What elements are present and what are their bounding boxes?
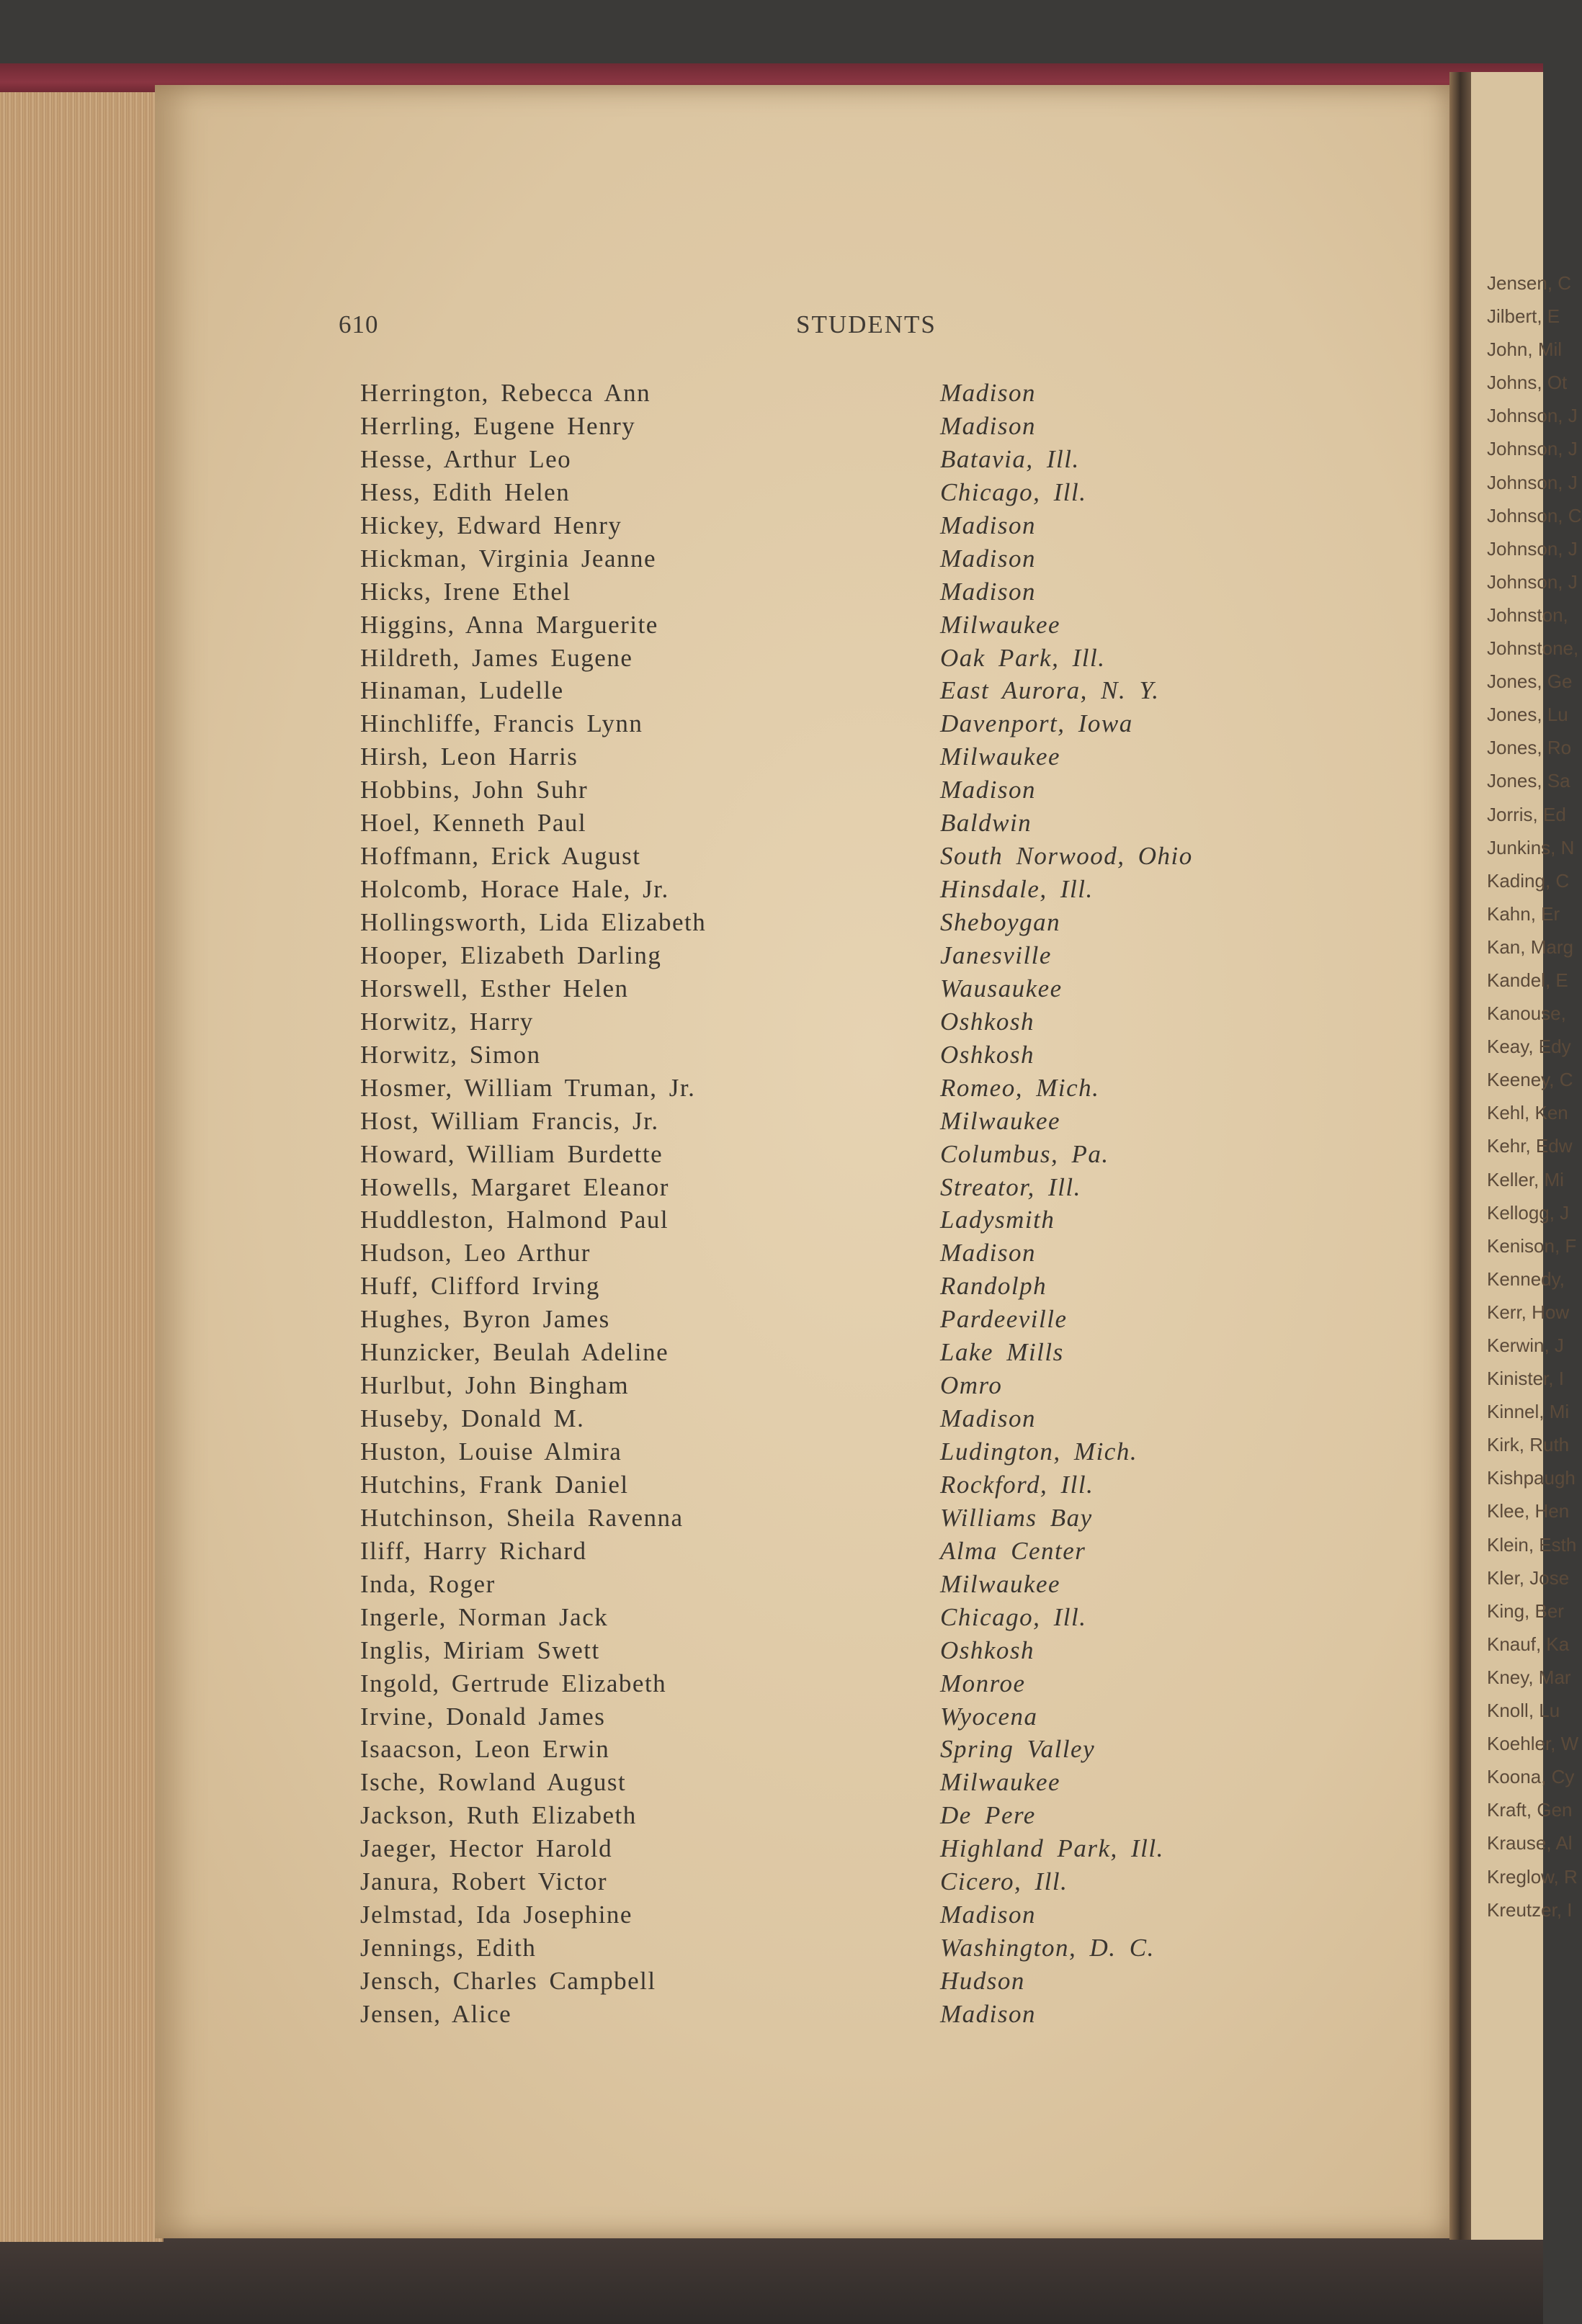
student-hometown: Madison — [940, 411, 1036, 440]
student-name: Ische, Rowland August — [360, 1768, 627, 1797]
student-name: Hobbins, John Suhr — [360, 776, 589, 804]
student-entry — [155, 1038, 1459, 1072]
student-hometown: Madison — [940, 1901, 1036, 1929]
student-hometown: Madison — [940, 1404, 1036, 1433]
student-entry — [155, 1468, 1459, 1502]
student-hometown: Alma Center — [940, 1536, 1086, 1565]
adjacent-page-entry: Kreutzer, I — [1487, 1898, 1573, 1921]
student-entry — [155, 1171, 1459, 1204]
adjacent-page-entry: John, Mil — [1487, 338, 1563, 361]
student-name: Holcomb, Horace Hale, Jr. — [360, 875, 669, 904]
student-hometown: Milwaukee — [940, 1569, 1061, 1598]
adjacent-page-entry: Johnson, J — [1487, 570, 1578, 593]
student-entry — [155, 972, 1459, 1005]
student-hometown: Davenport, Iowa — [940, 709, 1133, 738]
adjacent-page-entry: Johnson, J — [1487, 438, 1578, 460]
student-entry — [155, 1667, 1459, 1700]
student-hometown: Omro — [940, 1371, 1003, 1400]
student-hometown: Monroe — [940, 1669, 1026, 1697]
student-entry — [155, 609, 1459, 642]
page-number: 610 — [339, 310, 379, 338]
student-entry — [155, 476, 1459, 509]
student-name: Horswell, Esther Helen — [360, 974, 629, 1002]
student-name: Hosmer, William Truman, Jr. — [360, 1073, 696, 1102]
student-entry — [155, 509, 1459, 542]
adjacent-page-entry: Knoll, Lu — [1487, 1700, 1560, 1722]
student-hometown: Washington, D. C. — [940, 1934, 1155, 1962]
student-entry — [155, 1203, 1459, 1237]
student-name: Jensen, Alice — [360, 1999, 512, 2028]
student-name: Hutchins, Frank Daniel — [360, 1470, 629, 1499]
student-name: Hutchinson, Sheila Ravenna — [360, 1503, 684, 1532]
student-hometown: South Norwood, Ohio — [940, 842, 1193, 871]
adjacent-page-list — [1487, 266, 1582, 1926]
student-hometown: Chicago, Ill. — [940, 477, 1087, 506]
student-entry — [155, 542, 1459, 575]
student-hometown: Chicago, Ill. — [940, 1602, 1087, 1631]
student-name: Jaeger, Hector Harold — [360, 1834, 613, 1863]
student-hometown: Milwaukee — [940, 1106, 1061, 1135]
student-hometown: Streator, Ill. — [940, 1172, 1081, 1201]
student-name: Irvine, Donald James — [360, 1702, 606, 1731]
student-list — [155, 377, 1459, 2031]
student-entry — [155, 674, 1459, 707]
student-entry — [155, 1932, 1459, 1965]
student-hometown: Wausaukee — [940, 974, 1063, 1002]
adjacent-page-entry: Kennedy, — [1487, 1268, 1565, 1290]
student-hometown: Madison — [940, 1999, 1036, 2028]
student-hometown: Ludington, Mich. — [940, 1437, 1138, 1466]
student-hometown: Spring Valley — [940, 1735, 1096, 1764]
student-hometown: Romeo, Mich. — [940, 1073, 1100, 1102]
student-entry — [155, 1568, 1459, 1601]
student-entry — [155, 1832, 1459, 1865]
student-name: Hurlbut, John Bingham — [360, 1371, 630, 1400]
student-hometown: De Pere — [940, 1801, 1036, 1830]
student-name: Ingerle, Norman Jack — [360, 1602, 609, 1631]
student-name: Higgins, Anna Marguerite — [360, 610, 658, 639]
student-entry — [155, 1237, 1459, 1270]
student-name: Huseby, Donald M. — [360, 1404, 585, 1433]
student-hometown: Madison — [940, 776, 1036, 804]
student-hometown: Rockford, Ill. — [940, 1470, 1094, 1499]
adjacent-page-entry: Jones, Ge — [1487, 670, 1573, 693]
student-name: Inglis, Miriam Swett — [360, 1636, 600, 1664]
student-entry — [155, 873, 1459, 906]
student-entry — [155, 1402, 1459, 1435]
adjacent-page-entry: Kinnel, Mi — [1487, 1401, 1570, 1423]
student-hometown: Highland Park, Ill. — [940, 1834, 1164, 1863]
student-name: Hildreth, James Eugene — [360, 643, 633, 672]
student-entry — [155, 575, 1459, 609]
adjacent-page-entry: Jones, Lu — [1487, 704, 1568, 726]
student-name: Horwitz, Harry — [360, 1007, 534, 1036]
student-name: Hesse, Arthur Leo — [360, 444, 572, 473]
adjacent-page-entry: Kan, Marg — [1487, 936, 1573, 958]
student-entry — [155, 1369, 1459, 1402]
student-hometown: Madison — [940, 544, 1036, 573]
student-name: Isaacson, Leon Erwin — [360, 1735, 610, 1764]
student-name: Iliff, Harry Richard — [360, 1536, 587, 1565]
adjacent-page-entry: Kellogg, J — [1487, 1201, 1570, 1224]
adjacent-page-entry: Krause, Al — [1487, 1832, 1573, 1854]
student-entry — [155, 1435, 1459, 1468]
student-name: Jackson, Ruth Elizabeth — [360, 1801, 637, 1830]
adjacent-page-entry: Kreglow, R — [1487, 1865, 1578, 1888]
student-hometown: Williams Bay — [940, 1503, 1093, 1532]
student-entry — [155, 1998, 1459, 2031]
student-entry — [155, 1634, 1459, 1667]
adjacent-page-entry: Kehr, Edw — [1487, 1135, 1573, 1157]
student-name: Horwitz, Simon — [360, 1040, 541, 1069]
student-entry — [155, 1072, 1459, 1105]
student-hometown: Madison — [940, 379, 1036, 407]
student-entry — [155, 410, 1459, 443]
student-name: Hickman, Virginia Jeanne — [360, 544, 657, 573]
student-entry — [155, 773, 1459, 807]
student-hometown: Madison — [940, 1239, 1036, 1268]
student-hometown: Wyocena — [940, 1702, 1038, 1731]
student-entry — [155, 939, 1459, 972]
student-entry — [155, 1005, 1459, 1038]
adjacent-page-entry: Jilbert, E — [1487, 305, 1560, 328]
student-name: Hollingsworth, Lida Elizabeth — [360, 908, 707, 936]
adjacent-page-entry: Kanouse, — [1487, 1002, 1566, 1025]
student-name: Hess, Edith Helen — [360, 477, 571, 506]
student-name: Ingold, Gertrude Elizabeth — [360, 1669, 667, 1697]
adjacent-page-entry: Kandel, E — [1487, 969, 1568, 991]
student-hometown: Randolph — [940, 1272, 1047, 1301]
adjacent-page-entry: Jones, Sa — [1487, 770, 1570, 792]
adjacent-page-entry: Junkins, N — [1487, 836, 1575, 858]
student-hometown: Oshkosh — [940, 1007, 1035, 1036]
student-name: Hinaman, Ludelle — [360, 676, 564, 705]
student-entry — [155, 1965, 1459, 1998]
adjacent-page-entry: Kehl, Ken — [1487, 1102, 1568, 1124]
student-entry — [155, 1535, 1459, 1568]
student-name: Hickey, Edward Henry — [360, 511, 622, 539]
student-entry — [155, 1270, 1459, 1303]
student-entry — [155, 1898, 1459, 1932]
student-name: Hirsh, Leon Harris — [360, 742, 578, 771]
student-name: Jelmstad, Ida Josephine — [360, 1901, 633, 1929]
student-hometown: Sheboygan — [940, 908, 1061, 936]
student-hometown: Ladysmith — [940, 1206, 1055, 1234]
adjacent-page-entry: Kenison, F — [1487, 1234, 1577, 1257]
student-entry — [155, 1502, 1459, 1535]
adjacent-page-entry: Kerr, How — [1487, 1301, 1570, 1323]
page-header — [155, 310, 1459, 354]
student-name: Hoffmann, Erick August — [360, 842, 641, 871]
student-name: Hoel, Kenneth Paul — [360, 809, 587, 838]
adjacent-page-entry: Kler, Jose — [1487, 1566, 1570, 1589]
adjacent-page-entry: Kney, Mar — [1487, 1666, 1571, 1688]
adjacent-page-entry: Johnson, J — [1487, 471, 1578, 493]
adjacent-page-entry: Koona, Cy — [1487, 1766, 1575, 1788]
student-entry — [155, 1766, 1459, 1799]
student-entry — [155, 1865, 1459, 1898]
student-hometown: Milwaukee — [940, 742, 1061, 771]
adjacent-page-entry: Kishpaugh — [1487, 1467, 1576, 1489]
student-name: Jennings, Edith — [360, 1934, 537, 1962]
student-hometown: Baldwin — [940, 809, 1032, 838]
adjacent-page-entry: Johnson, J — [1487, 537, 1578, 560]
student-entry — [155, 443, 1459, 476]
student-entry — [155, 707, 1459, 740]
student-entry — [155, 1700, 1459, 1733]
student-name: Huff, Clifford Irving — [360, 1272, 600, 1301]
student-hometown: Hudson — [940, 1967, 1025, 1995]
student-entry — [155, 1105, 1459, 1138]
student-hometown: Madison — [940, 577, 1036, 606]
student-entry — [155, 906, 1459, 939]
student-name: Herrington, Rebecca Ann — [360, 379, 651, 407]
student-entry — [155, 642, 1459, 675]
student-entry — [155, 1601, 1459, 1634]
student-hometown: Milwaukee — [940, 610, 1061, 639]
student-name: Howells, Margaret Eleanor — [360, 1172, 669, 1201]
student-name: Huston, Louise Almira — [360, 1437, 622, 1466]
student-entry — [155, 807, 1459, 840]
adjacent-page-entry: Keeney, C — [1487, 1069, 1573, 1091]
student-hometown: Pardeeville — [940, 1305, 1068, 1334]
student-name: Hudson, Leo Arthur — [360, 1239, 591, 1268]
student-hometown: East Aurora, N. Y. — [940, 676, 1160, 705]
student-hometown: Hinsdale, Ill. — [940, 875, 1094, 904]
student-hometown: Oshkosh — [940, 1040, 1035, 1069]
student-hometown: Madison — [940, 511, 1036, 539]
adjacent-page-entry: Klein, Esth — [1487, 1533, 1577, 1556]
book-gutter — [1449, 72, 1471, 2240]
student-hometown: Janesville — [940, 941, 1052, 969]
student-hometown: Columbus, Pa. — [940, 1139, 1109, 1168]
student-entry — [155, 1336, 1459, 1369]
adjacent-page-entry: Keller, Mi — [1487, 1168, 1564, 1190]
student-name: Hicks, Irene Ethel — [360, 577, 571, 606]
adjacent-page-entry: Kraft, Gen — [1487, 1799, 1573, 1821]
student-hometown: Lake Mills — [940, 1338, 1064, 1367]
adjacent-page-entry: Jensen, C — [1487, 272, 1572, 294]
adjacent-page-entry: Johnson, J — [1487, 405, 1578, 427]
student-entry — [155, 840, 1459, 873]
student-entry — [155, 377, 1459, 410]
student-name: Inda, Roger — [360, 1569, 496, 1598]
adjacent-page — [1471, 72, 1582, 2240]
running-head: STUDENTS — [796, 310, 937, 338]
student-hometown: Milwaukee — [940, 1768, 1061, 1797]
student-name: Huddleston, Halmond Paul — [360, 1206, 669, 1234]
adjacent-page-entry: Johns, Ot — [1487, 372, 1568, 394]
student-hometown: Oshkosh — [940, 1636, 1035, 1664]
adjacent-page-entry: Knauf, Ka — [1487, 1633, 1570, 1655]
adjacent-page-entry: Kerwin, J — [1487, 1334, 1564, 1356]
student-name: Host, William Francis, Jr. — [360, 1106, 659, 1135]
student-name: Howard, William Burdette — [360, 1139, 663, 1168]
adjacent-page-entry: Kahn, Er — [1487, 902, 1560, 925]
student-name: Hinchliffe, Francis Lynn — [360, 709, 643, 738]
adjacent-page-entry: Kinister, I — [1487, 1368, 1564, 1390]
adjacent-page-entry: Klee, Hen — [1487, 1500, 1570, 1522]
student-entry — [155, 1799, 1459, 1832]
adjacent-page-entry: Johnston, — [1487, 604, 1568, 626]
adjacent-page-entry: Kirk, Ruth — [1487, 1434, 1570, 1456]
student-name: Hughes, Byron James — [360, 1305, 610, 1334]
student-name: Hooper, Elizabeth Darling — [360, 941, 662, 969]
student-entry — [155, 1303, 1459, 1336]
adjacent-page-entry: King, Ber — [1487, 1600, 1564, 1622]
student-name: Janura, Robert Victor — [360, 1867, 608, 1896]
page-edges — [0, 92, 164, 2242]
student-name: Herrling, Eugene Henry — [360, 411, 636, 440]
student-name: Hunzicker, Beulah Adeline — [360, 1338, 669, 1367]
adjacent-page-entry: Jones, Ro — [1487, 737, 1572, 759]
student-name: Jensch, Charles Campbell — [360, 1967, 656, 1995]
adjacent-page-entry: Jorris, Ed — [1487, 803, 1566, 825]
adjacent-page-entry: Johnson, C — [1487, 504, 1582, 526]
adjacent-page-entry: Koehler, W — [1487, 1733, 1579, 1755]
book-page — [155, 85, 1459, 2238]
student-entry — [155, 1733, 1459, 1766]
adjacent-page-entry: Johnstone, — [1487, 637, 1579, 660]
student-hometown: Oak Park, Ill. — [940, 643, 1106, 672]
student-entry — [155, 740, 1459, 773]
student-hometown: Cicero, Ill. — [940, 1867, 1068, 1896]
adjacent-page-entry: Kading, C — [1487, 869, 1570, 892]
student-entry — [155, 1138, 1459, 1171]
adjacent-page-entry: Keay, Edy — [1487, 1036, 1571, 1058]
student-hometown: Batavia, Ill. — [940, 444, 1080, 473]
